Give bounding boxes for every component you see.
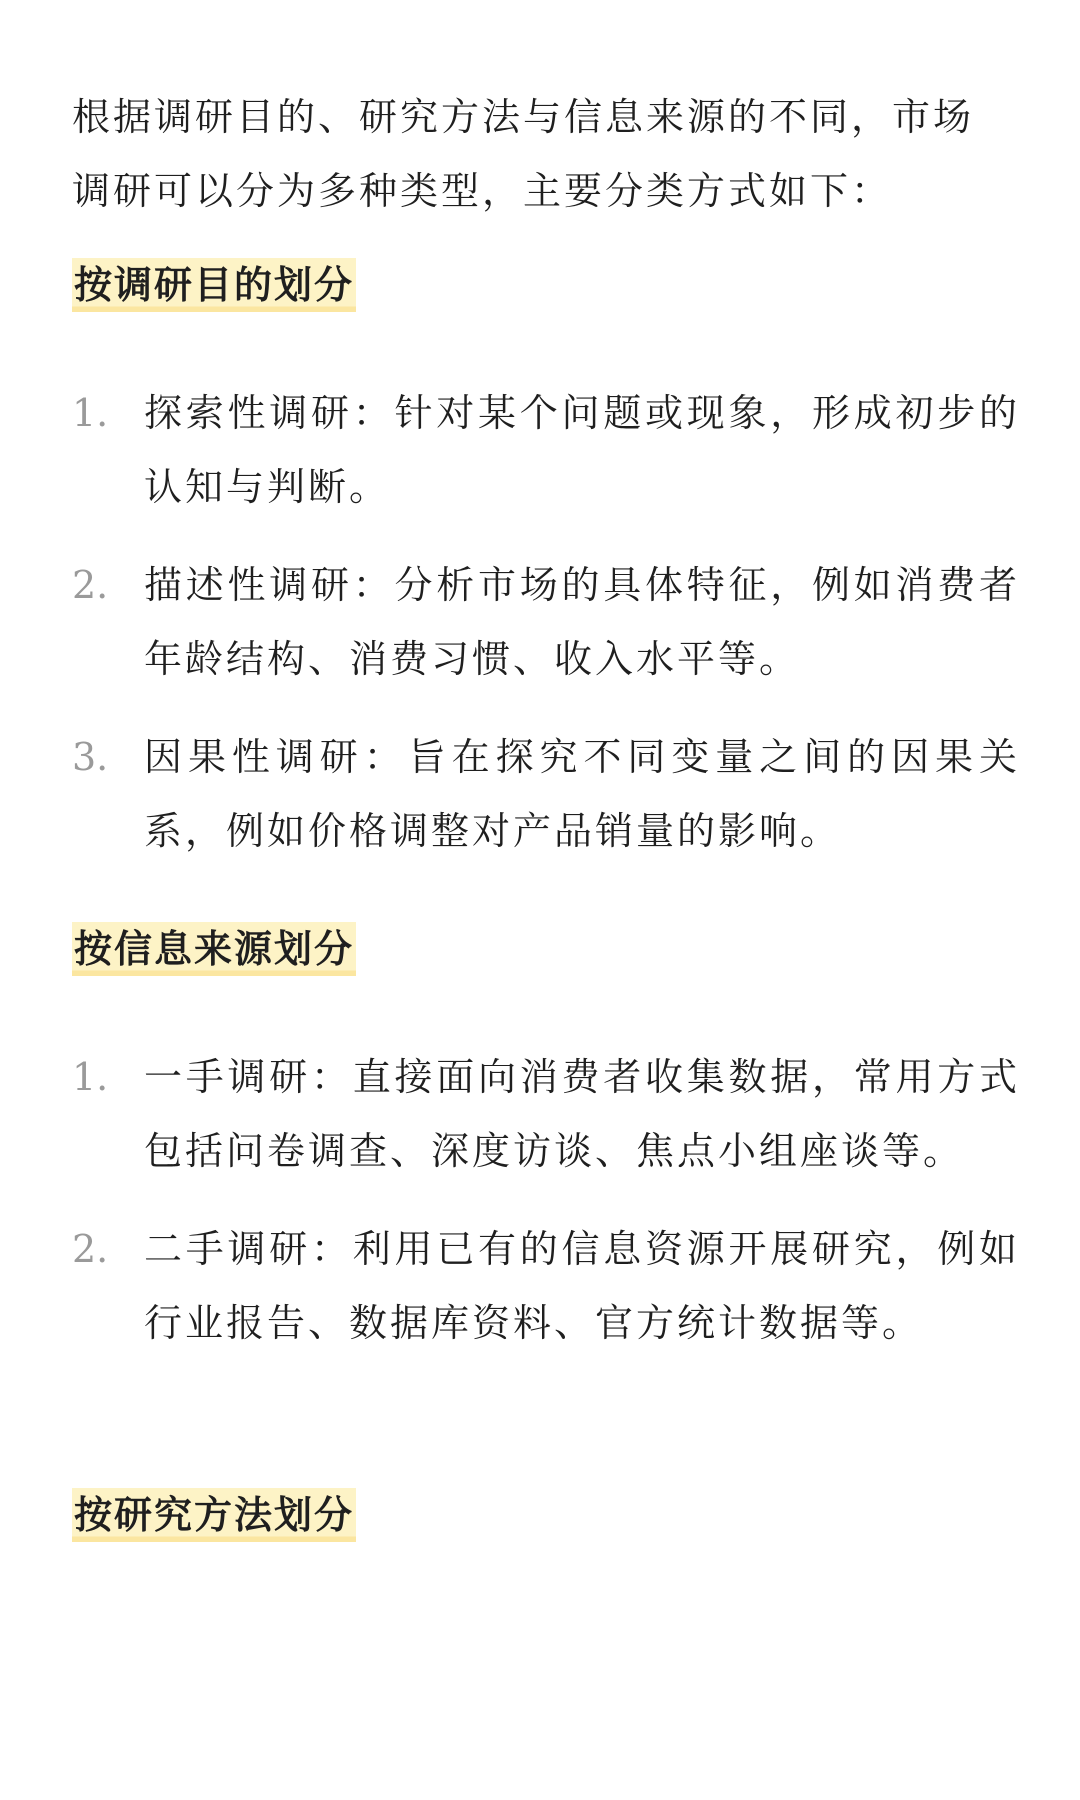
list-item-text: 因果性调研：旨在探究不同变量之间的因果关系，例如价格调整对产品销量的影响。 bbox=[144, 735, 1020, 853]
section-heading-source: 按信息来源划分 bbox=[72, 922, 356, 976]
list-item-text: 二手调研：利用已有的信息资源开展研究，例如行业报告、数据库资料、官方统计数据等。 bbox=[144, 1227, 1020, 1345]
list-item-text: 一手调研：直接面向消费者收集数据，常用方式包括问卷调查、深度访谈、焦点小组座谈等。 bbox=[144, 1055, 1020, 1173]
list-item bbox=[72, 720, 1020, 868]
list-item bbox=[72, 1040, 1020, 1188]
list-item-number: 2. bbox=[72, 563, 109, 607]
list-source bbox=[72, 1040, 1020, 1360]
list-item-text: 描述性调研：分析市场的具体特征，例如消费者年龄结构、消费习惯、收入水平等。 bbox=[144, 563, 1020, 681]
list-item-number: 1. bbox=[72, 1055, 109, 1099]
list-purpose bbox=[72, 376, 1020, 868]
intro-paragraph: 根据调研目的、研究方法与信息来源的不同，市场调研可以分为多种类型，主要分类方式如下： bbox=[72, 95, 975, 213]
list-item bbox=[72, 376, 1020, 524]
list-item-number: 1. bbox=[72, 391, 109, 435]
list-item-text: 探索性调研：针对某个问题或现象，形成初步的认知与判断。 bbox=[144, 391, 1020, 509]
list-item-number: 3. bbox=[72, 735, 109, 779]
list-item-number: 2. bbox=[72, 1227, 109, 1271]
section-heading-purpose: 按调研目的划分 bbox=[72, 258, 356, 312]
list-item bbox=[72, 1212, 1020, 1360]
section-heading-method: 按研究方法划分 bbox=[72, 1488, 356, 1542]
list-item bbox=[72, 548, 1020, 696]
